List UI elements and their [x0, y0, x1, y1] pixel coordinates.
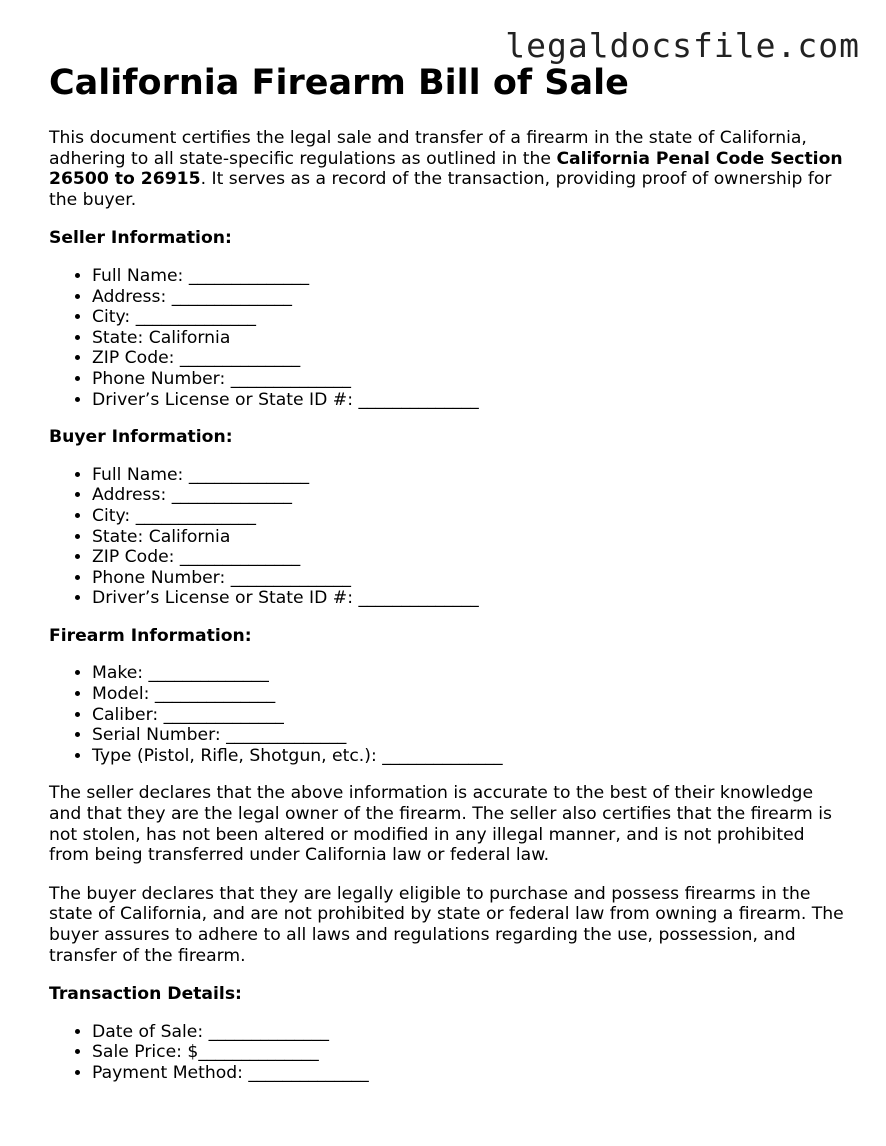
firearm-make: • Make: ______________: [92, 663, 849, 684]
firearm-type: • Type (Pistol, Rifle, Shotgun, etc.): ______________: [92, 746, 849, 767]
seller-state: • State: California: [92, 328, 849, 349]
intro-text-after: . It serves as a record of the transaction, providing proof of ownership for the buyer.: [49, 169, 832, 210]
seller-declaration: The seller declares that the above information is accurate to the best of their knowledge and that they are the legal owner of the firearm. The seller also certifies that the firearm is not stolen, has not been altered or modified in any illegal manner, and is not prohibited from being transferred under California law or federal law.: [49, 783, 832, 866]
seller-phone: • Phone Number: ______________: [92, 369, 849, 390]
document-body: [49, 62, 849, 1101]
buyer-full-name: • Full Name: ______________: [92, 465, 849, 486]
seller-address: • Address: ______________: [92, 287, 849, 308]
transaction-payment: • Payment Method: ______________: [92, 1063, 849, 1084]
firearm-caliber: • Caliber: ______________: [92, 705, 849, 726]
buyer-state: • State: California: [92, 527, 849, 548]
buyer-license: • Driver’s License or State ID #: ______________: [92, 588, 849, 609]
transaction-heading: Transaction Details:: [49, 984, 242, 1005]
transaction-date: • Date of Sale: ______________: [92, 1022, 849, 1043]
intro-paragraph: [49, 128, 849, 210]
seller-list: [49, 266, 849, 410]
buyer-phone: • Phone Number: ______________: [92, 568, 849, 589]
buyer-list: [49, 465, 849, 609]
transaction-price: • Sale Price: $______________: [92, 1042, 849, 1063]
firearm-list: [49, 663, 849, 766]
firearm-heading: Firearm Information:: [49, 625, 252, 646]
site-watermark: legaldocsfile.com: [505, 26, 860, 65]
seller-city: • City: ______________: [92, 307, 849, 328]
buyer-address: • Address: ______________: [92, 485, 849, 506]
seller-zip: • ZIP Code: ______________: [92, 348, 849, 369]
intro-text-before: This document certifies the legal sale and transfer of a firearm in the state of California, adhering to all state-specific regulations as outlined in the: [49, 128, 807, 169]
buyer-heading: Buyer Information:: [49, 427, 233, 448]
firearm-serial: • Serial Number: ______________: [92, 725, 849, 746]
buyer-declaration: The buyer declares that they are legally eligible to purchase and possess firearms in the state of California, and are not prohibited by state or federal law from owning a firearm. The buyer assures to adhere to all laws and regulations regarding the use, possession, and transfer of the firearm.: [49, 883, 844, 966]
buyer-zip: • ZIP Code: ______________: [92, 547, 849, 568]
seller-heading: Seller Information:: [49, 228, 232, 249]
transaction-list: [49, 1022, 849, 1084]
seller-license: • Driver’s License or State ID #: ______________: [92, 390, 849, 411]
document-title: California Firearm Bill of Sale: [49, 63, 629, 103]
buyer-city: • City: ______________: [92, 506, 849, 527]
intro-code-reference: California Penal Code Section 26500 to 26915: [49, 148, 843, 190]
firearm-model: • Model: ______________: [92, 684, 849, 705]
seller-full-name: • Full Name: ______________: [92, 266, 849, 287]
